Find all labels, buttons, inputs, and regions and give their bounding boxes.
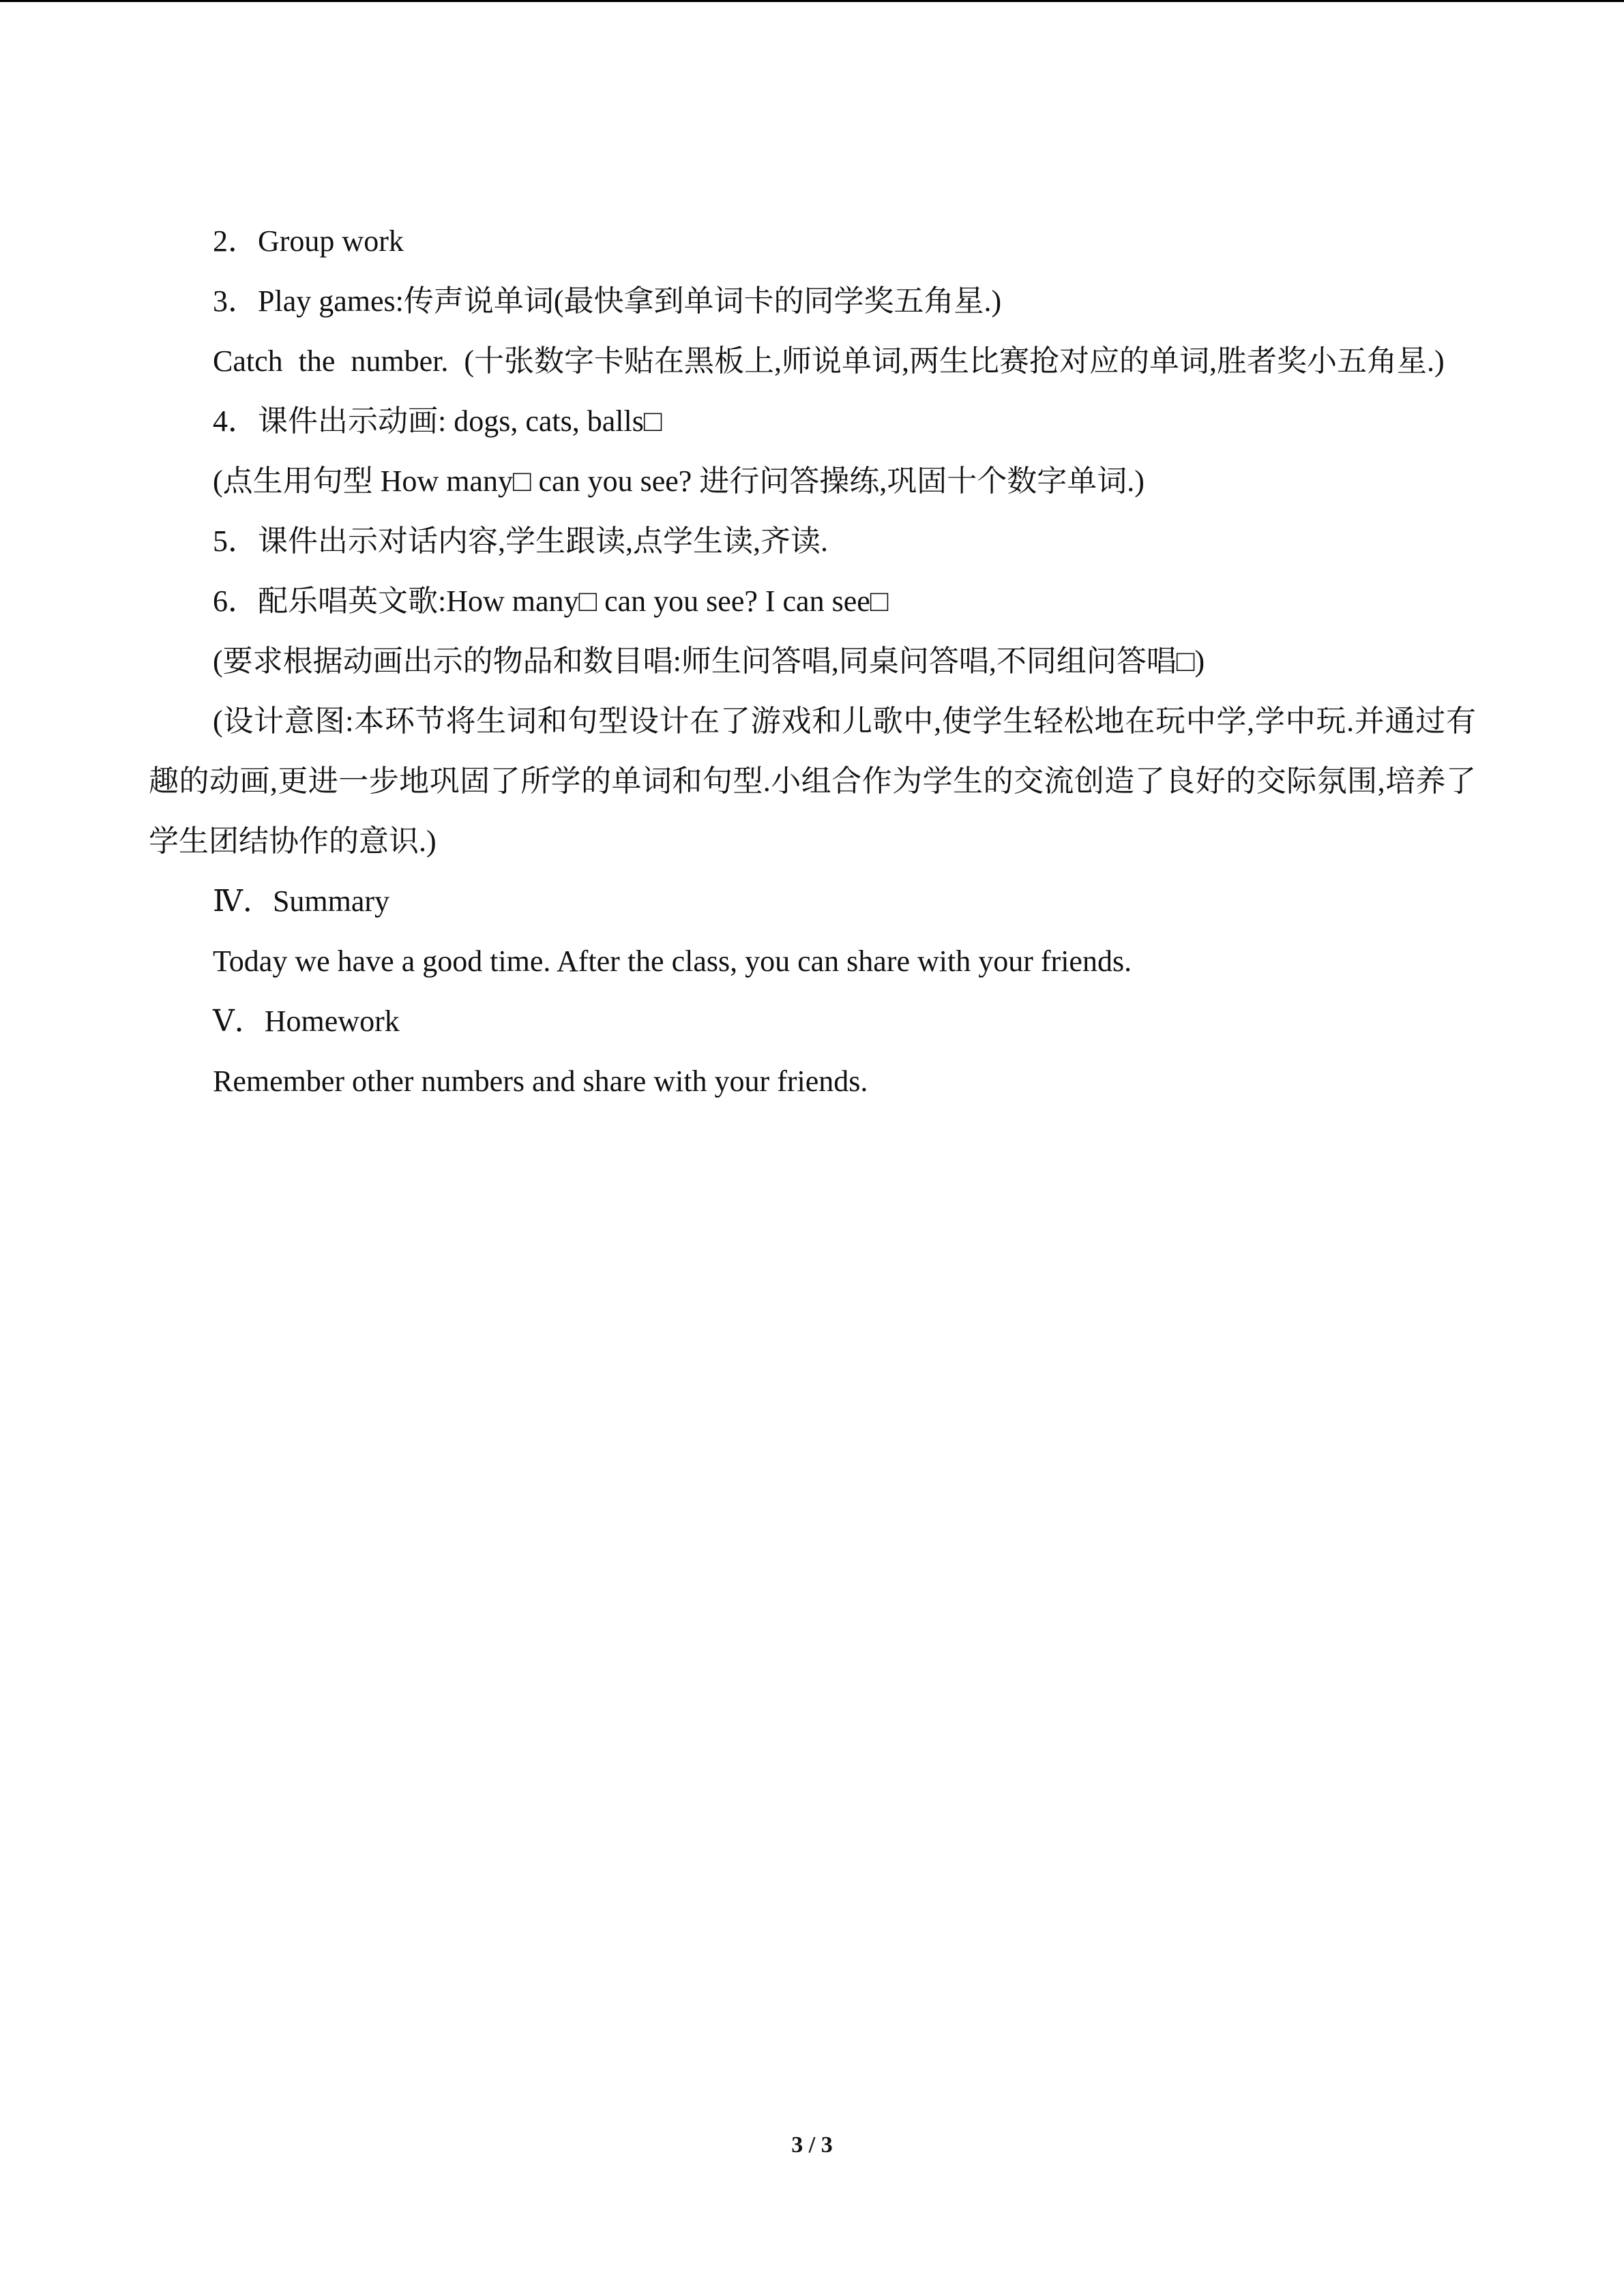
paragraph-question-practice: (点生用句型 How many□ can you see? 进行问答操练,巩固十个数字单词.) xyxy=(213,464,1145,498)
paragraph-design-intent: (设计意图:本环节将生词和句型设计在了游戏和儿歌中,使学生轻松地在玩中学,学中玩.并通过有趣的动画,更进一步地巩固了所学的单词和句型.小组合作为学生的交流创造了良好的交际氛围,培养了学生团结协作的意识.) xyxy=(149,704,1476,858)
paragraph-summary: Today we have a good time. After the class, you can share with your friends. xyxy=(213,944,1132,978)
page-number: 3 / 3 xyxy=(791,2132,833,2158)
top-border-line xyxy=(0,0,1624,2)
paragraph-song: 6．配乐唱英文歌:How many□ can you see? I can see□ xyxy=(213,584,889,618)
paragraph-dialogue: 5．课件出示对话内容,学生跟读,点学生读,齐读. xyxy=(213,524,828,558)
paragraph-group-work: 2．Group work xyxy=(213,224,404,258)
paragraph-catch-the-number: Catch the number. (十张数字卡贴在黑板上,师说单词,两生比赛抢对应的单词,胜者奖小五角星.) xyxy=(213,344,1445,378)
heading-summary: Ⅳ．Summary xyxy=(213,884,390,918)
paragraph-homework: Remember other numbers and share with your friends. xyxy=(213,1064,868,1098)
paragraph-play-games: 3．Play games:传声说单词(最快拿到单词卡的同学奖五角星.) xyxy=(213,284,1002,318)
paragraph-animation: 4．课件出示动画: dogs, cats, balls□ xyxy=(213,404,662,438)
heading-homework: Ⅴ．Homework xyxy=(213,1004,400,1038)
document-body xyxy=(149,211,1476,1112)
paragraph-song-requirement: (要求根据动画出示的物品和数目唱:师生问答唱,同桌问答唱,不同组问答唱□) xyxy=(213,644,1205,678)
